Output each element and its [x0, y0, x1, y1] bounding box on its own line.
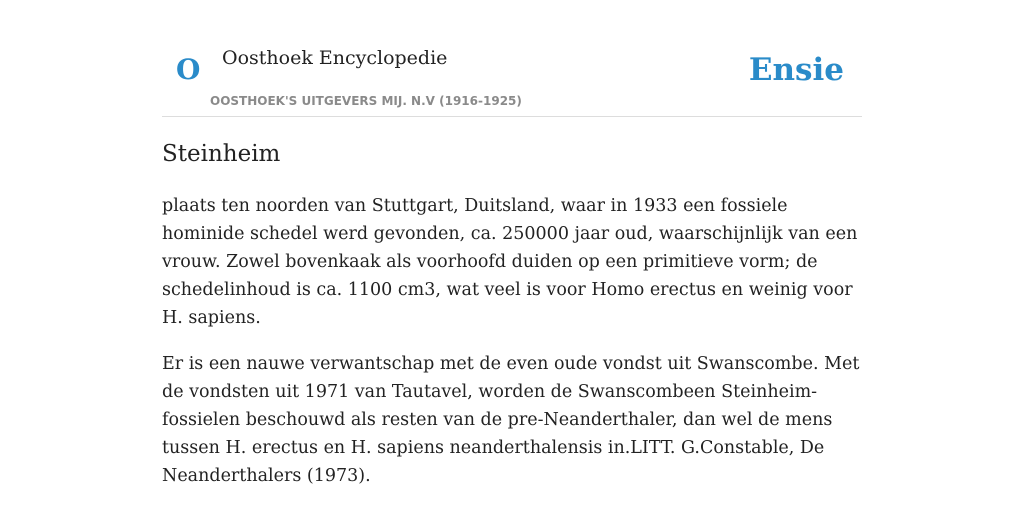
- encyclopedia-logo-icon: O: [176, 53, 201, 86]
- book-title-link[interactable]: Oosthoek Encyclopedie: [222, 47, 448, 69]
- entry-paragraph: Er is een nauwe verwantschap met de even oude vondst uit Swanscombe. Met de vondsten uit 1971 van Tautavel, worden de Swanscombeen Steinheim-fossielen beschouwd als resten van de pre-Neanderthaler, dan wel de mens tussen H. erectus en H. sapiens neanderthalensis in.LITT. G.Constable, De Neanderthalers (1973).: [162, 354, 860, 486]
- entry-card: [162, 0, 862, 512]
- publisher-label: OOSTHOEK'S UITGEVERS MIJ. N.V (1916-1925): [210, 94, 522, 108]
- entry-paragraph: plaats ten noorden van Stuttgart, Duitsland, waar in 1933 een fossiele hominide schedel werd gevonden, ca. 250000 jaar oud, waarschijnlijk van een vrouw. Zowel bovenkaak als voorhoofd duiden op een primitieve vorm; de schedelinhoud is ca. 1100 cm3, wat veel is voor Homo erectus en weinig voor H. sapiens.: [162, 196, 858, 328]
- ensie-brand-logo[interactable]: Ensie: [748, 52, 844, 88]
- entry-headword: Steinheim: [162, 141, 281, 167]
- source-header: [162, 0, 862, 117]
- entry-body: [162, 192, 862, 508]
